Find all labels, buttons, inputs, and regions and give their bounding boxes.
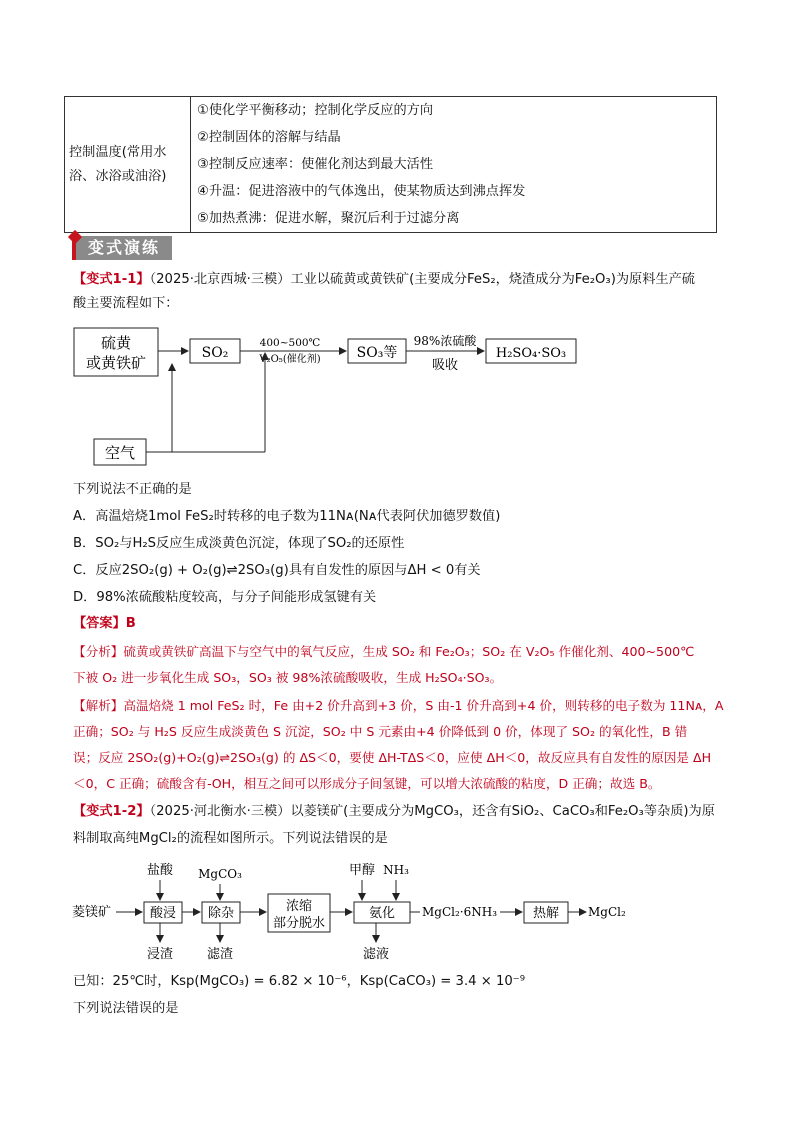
filtrate-label: 滤液 bbox=[362, 947, 390, 962]
q2-prompt: 下列说法错误的是 bbox=[73, 1001, 179, 1016]
q1-explain-line: 误；反应 2SO₂(g)+O₂(g)⇌2SO₃(g) 的 ΔS＜0，要使 ΔH-TΔS＜0，应使 ΔH＜0，故反应具有自发性的原因是 ΔH bbox=[73, 750, 712, 765]
absorb-bottom-label: 吸收 bbox=[431, 358, 459, 373]
q1-stem-line bbox=[73, 270, 695, 290]
q1-flow-diagram bbox=[60, 320, 600, 470]
q1-source: （2025·北京西城·三模） bbox=[149, 272, 291, 287]
q1-option-b: B．SO₂与H₂S反应生成淡黄色沉淀，体现了SO₂的还原性 bbox=[73, 536, 405, 551]
q1-stem-a: 工业以硫黄或黄铁矿(主要成分FeS₂，烧渣成分为Fe₂O₃)为原料生产硫 bbox=[290, 272, 695, 287]
banner-title: 变式演练 bbox=[87, 238, 160, 257]
q2-flow-diagram bbox=[70, 858, 730, 966]
leach-residue-label: 浸渣 bbox=[146, 947, 174, 962]
q1-tag: 【变式1-1】 bbox=[73, 272, 150, 287]
cond-top-label: 400~500℃ bbox=[259, 337, 321, 349]
q2-stem-a: 以菱镁矿(主要成分为MgCO₃，还含有SiO₂、CaCO₃和Fe₂O₃等杂质)为原 bbox=[290, 804, 715, 819]
q1-option-d: D．98%浓硫酸粘度较高，与分子间能形成氢键有关 bbox=[73, 590, 377, 605]
nh3-label: NH₃ bbox=[383, 863, 409, 877]
leach-label: 酸浸 bbox=[149, 906, 177, 921]
section-banner bbox=[72, 236, 172, 260]
table-item-list bbox=[191, 97, 717, 233]
table-item: ③控制反应速率：使催化剂达到最大活性 bbox=[197, 157, 434, 172]
cond-bottom-label: V₂O₅(催化剂) bbox=[259, 354, 321, 365]
absorb-top-label: 98%浓硫酸 bbox=[413, 334, 477, 348]
acid-label: 盐酸 bbox=[146, 863, 174, 878]
final-label: MgCl₂ bbox=[588, 905, 626, 919]
pyrolysis-label: 热解 bbox=[532, 906, 560, 921]
q2-stem-b: 料制取高纯MgCl₂的流程如图所示。下列说法错误的是 bbox=[73, 831, 388, 846]
table-left-label: 控制温度(常用水浴、冰浴或油浴) bbox=[65, 97, 191, 233]
table-item: ①使化学平衡移动；控制化学反应的方向 bbox=[197, 103, 434, 118]
product-label: H₂SO₄·SO₃ bbox=[495, 346, 567, 361]
air-label: 空气 bbox=[104, 444, 136, 462]
raw-label-1: 硫黄 bbox=[100, 334, 132, 352]
table-item: ⑤加热煮沸：促进水解，聚沉后利于过滤分离 bbox=[197, 211, 460, 226]
q2-tag: 【变式1-2】 bbox=[73, 804, 150, 819]
q1-stem-b: 酸主要流程如下： bbox=[73, 296, 179, 311]
q1-answer: 【答案】B bbox=[73, 616, 136, 631]
raw-label-2: 或黄铁矿 bbox=[85, 354, 147, 372]
table-item: ②控制固体的溶解与结晶 bbox=[197, 130, 341, 145]
concentrate-label-2: 部分脱水 bbox=[272, 916, 326, 931]
q1-prompt: 下列说法不正确的是 bbox=[73, 482, 192, 497]
q1-option-a: A．高温焙烧1mol FeS₂时转移的电子数为11Nᴀ(Nᴀ代表阿伏加德罗数值) bbox=[73, 509, 501, 524]
ammoniate-label: 氨化 bbox=[368, 906, 396, 921]
q1-explain-line: 【解析】高温焙烧 1 mol FeS₂ 时，Fe 由+2 价升高到+3 价，S 由-1 价升高到+4 价，则转移的电子数为 11Nᴀ，A bbox=[73, 698, 724, 713]
purify-label: 除杂 bbox=[207, 906, 235, 921]
intermediate-label: MgCl₂·6NH₃ bbox=[422, 905, 498, 919]
table-item: ④升温：促进溶液中的气体逸出，使某物质达到沸点挥发 bbox=[197, 184, 526, 199]
control-table bbox=[64, 96, 717, 233]
q1-explain-line: ＜0，C 正确；硫酸含有-OH，相互之间可以形成分子间氢键，可以增大浓硫酸的粘度，D 正确；故选 B。 bbox=[73, 776, 661, 791]
q2-stem-line bbox=[73, 802, 715, 822]
q1-analysis-line: 下被 O₂ 进一步氧化生成 SO₃，SO₃ 被 98%浓硫酸吸收，生成 H₂SO₄·SO₃。 bbox=[73, 670, 503, 685]
q1-option-c: C．反应2SO₂(g) + O₂(g)⇌2SO₃(g)具有自发性的原因与ΔH < 0有关 bbox=[73, 563, 481, 578]
so2-label: SO₂ bbox=[201, 345, 229, 361]
mgco3-label: MgCO₃ bbox=[198, 867, 242, 881]
purify-residue-label: 滤渣 bbox=[206, 947, 234, 962]
q2-known: 已知：25℃时，Ksp(MgCO₃) = 6.82 × 10⁻⁶，Ksp(CaCO₃) = 3.4 × 10⁻⁹ bbox=[73, 974, 525, 989]
methanol-label: 甲醇 bbox=[348, 863, 376, 878]
so3-label: SO₃等 bbox=[356, 345, 398, 361]
start-label: 菱镁矿 bbox=[72, 905, 112, 920]
q2-source: （2025·河北衡水·三模） bbox=[149, 804, 291, 819]
q1-analysis-line: 【分析】硫黄或黄铁矿高温下与空气中的氧气反应，生成 SO₂ 和 Fe₂O₃；SO₂ 在 V₂O₅ 作催化剂、400~500℃ bbox=[73, 644, 695, 659]
concentrate-label-1: 浓缩 bbox=[285, 899, 313, 914]
q1-explain-line: 正确；SO₂ 与 H₂S 反应生成淡黄色 S 沉淀，SO₂ 中 S 元素由+4 价降低到 0 价，体现了 SO₂ 的氧化性，B 错 bbox=[73, 724, 688, 739]
